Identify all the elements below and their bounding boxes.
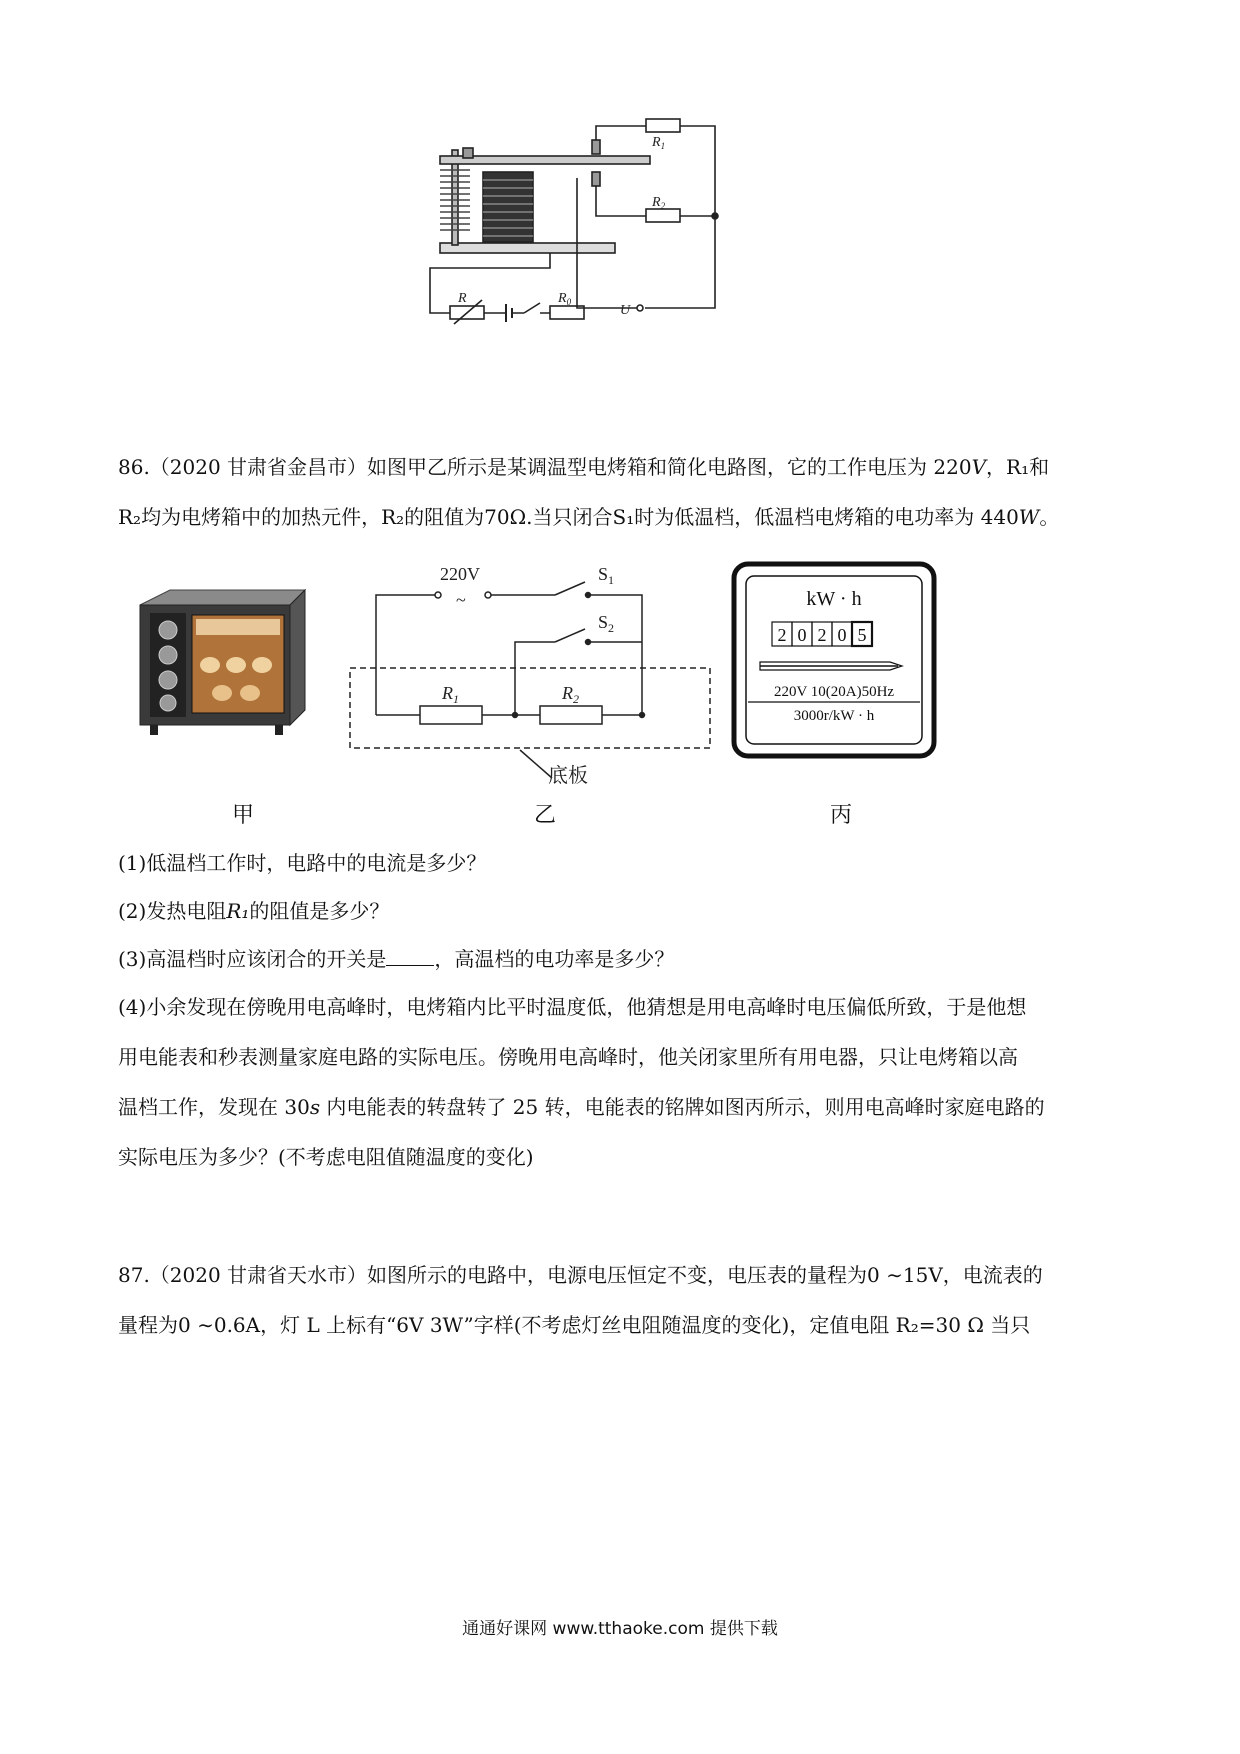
terminal-right xyxy=(485,592,491,598)
q86-line1: 86.（2020 甘肃省金昌市）如图甲乙所示是某调温型电烤箱和简化电路图，它的工作电压为 220V，R₁和 xyxy=(118,455,1050,479)
q86-sub4-line4: 实际电压为多少？(不考虑电阻值随温度的变化) xyxy=(118,1145,534,1169)
resistor-r1 xyxy=(420,706,482,724)
r2-label: $R_2$ xyxy=(562,683,579,706)
caption-bing: 丙 xyxy=(830,803,853,828)
label-r0: $R_0$ xyxy=(558,291,572,307)
caption-yi: 乙 xyxy=(534,803,557,828)
knob-icon xyxy=(159,646,177,664)
coil-icon xyxy=(483,172,533,242)
q86-sub3: (3)高温档时应该闭合的开关是 ，高温档的电功率是多少？ xyxy=(118,947,675,971)
meter-digit: 2 xyxy=(817,625,827,645)
resistor-r2 xyxy=(540,706,602,724)
q86-sub1: (1)低温档工作时，电路中的电流是多少？ xyxy=(118,851,487,875)
q86-sub4-line1: (4)小余发现在傍晚用电高峰时，电烤箱内比平时温度低，他猜想是用电高峰时电压偏低所致，于是他想 xyxy=(118,995,1027,1019)
switch-s2-label: $S_2$ xyxy=(598,612,615,635)
label-u: U xyxy=(620,303,631,318)
voltage-label: 220V xyxy=(440,564,480,584)
resistor-r1 xyxy=(646,119,680,132)
energy-meter-figure xyxy=(730,560,940,760)
q86-sub2: (2)发热电阻R₁的阻值是多少？ xyxy=(118,899,390,923)
q86-line2: R₂均为电烤箱中的加热元件，R₂的阻值为70Ω.当只闭合S₁时为低温档，低温档电烤箱的电功率为 440W。 xyxy=(118,505,1060,529)
page-footer: 通通好课网 www.tthaoke.com 提供下载 xyxy=(462,1619,778,1639)
baseplate-label: 底板 xyxy=(548,765,588,785)
relay-circuit-figure xyxy=(420,110,820,370)
relay-base xyxy=(440,243,615,253)
meter-arrow-icon xyxy=(760,662,902,670)
knob-icon xyxy=(160,695,176,711)
caption-jia: 甲 xyxy=(232,803,255,828)
label-r1: $R_1$ xyxy=(652,135,666,151)
meter-spec: 220V 10(20A)50Hz xyxy=(773,684,895,700)
label-r: R xyxy=(458,291,467,306)
knob-icon xyxy=(159,621,177,639)
knob-icon xyxy=(159,671,177,689)
tilde-label: ~ xyxy=(456,590,466,610)
r1-label: $R_1$ xyxy=(442,683,459,706)
q87-line1: 87.（2020 甘肃省天水市）如图所示的电路中，电源电压恒定不变，电压表的量程为0 ∼15V，电流表的 xyxy=(118,1263,1043,1287)
meter-digit: 0 xyxy=(837,625,847,645)
label-r2: $R_2$ xyxy=(652,195,666,211)
meter-digit: 2 xyxy=(777,625,787,645)
meter-digit: 5 xyxy=(857,625,867,645)
switch-s1-label: $S_1$ xyxy=(598,564,615,587)
terminal-left xyxy=(435,592,441,598)
oven-figure xyxy=(130,585,320,745)
q86-sub4-line2: 用电能表和秒表测量家庭电路的实际电压。傍晚用电高峰时，他关闭家里所有用电器，只让电烤箱以高 xyxy=(118,1045,1018,1069)
baseplate-box xyxy=(350,668,710,748)
terminal-u xyxy=(637,305,643,311)
answer-blank[interactable] xyxy=(386,947,434,966)
q87-line2: 量程为0 ∼0.6A，灯 L 上标有“6V 3W”字样(不考虑灯丝电阻随温度的变化)，定值电阻 R₂=30 Ω 当只 xyxy=(118,1313,1031,1337)
oven-circuit-figure xyxy=(340,560,720,785)
q86-sub4-line3: 温档工作，发现在 30s 内电能表的转盘转了 25 转，电能表的铭牌如图丙所示，则用电高峰时家庭电路的 xyxy=(118,1095,1045,1119)
meter-unit: kW · h xyxy=(806,588,862,610)
battery-icon xyxy=(506,304,512,322)
meter-constant: 3000r/kW · h xyxy=(793,708,875,724)
meter-digit: 0 xyxy=(797,625,807,645)
